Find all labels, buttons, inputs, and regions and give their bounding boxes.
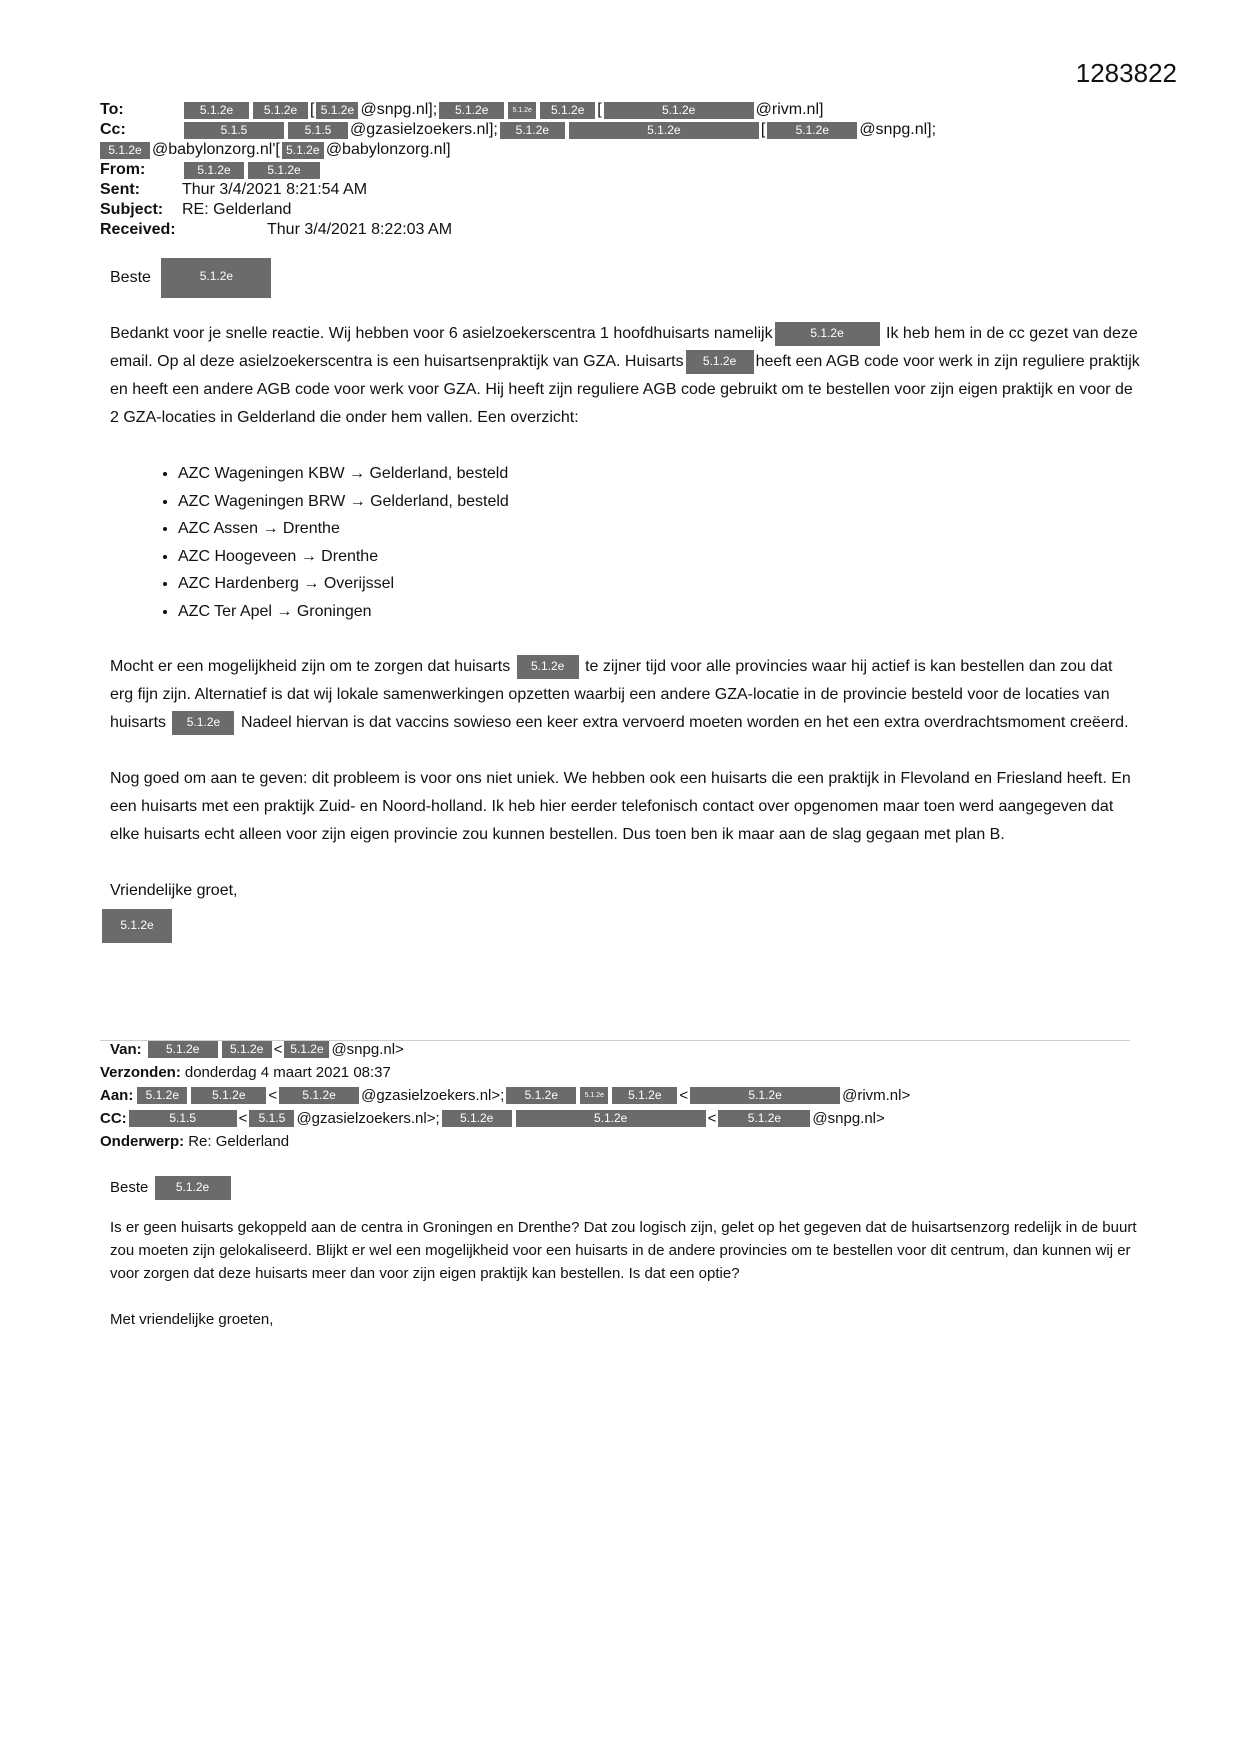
redaction: 5.1.2e — [506, 1087, 576, 1104]
document-number: 1283822 — [1075, 58, 1177, 88]
cc2-text: < — [707, 1110, 717, 1127]
subject-label: Subject: — [100, 201, 164, 218]
aan-text: @gzasielzoekers.nl>; — [361, 1087, 505, 1104]
redaction: 5.1.2e — [222, 1041, 272, 1058]
to-text: [ — [310, 101, 315, 118]
redaction: 5.1.2e — [442, 1110, 512, 1127]
p1-text: Bedankt voor je snelle reactie. Wij hebben voor 6 asielzoekerscentra 1 hoofdhuisarts namelijk — [110, 325, 773, 342]
to-text: [ — [597, 101, 602, 118]
redaction: 5.1.2e — [100, 142, 150, 159]
list-item: • AZC Assen → Drenthe — [178, 515, 1140, 543]
redaction: 5.1.2e — [690, 1087, 840, 1104]
cc-row — [100, 120, 1160, 140]
p2-text: Mocht er een mogelijkheid zijn om te zorgen dat huisarts — [110, 658, 511, 675]
email1-header — [100, 100, 1160, 240]
email2-header — [100, 1038, 1160, 1153]
paragraph-4: Is er geen huisarts gekoppeld aan de centra in Groningen en Drenthe? Dat zou logisch zijn, gelet op het gegeven dat de huisartsenzorg redelijk in de buurt zou moeten zijn gelokaliseerd. Blijkt er wel een mogelijkheid voor een huisarts in de andere provincies om te bestellen voor dit centrum, dan kunnen wij er voor zorgen dat deze huisarts meer dan voor zijn eigen praktijk kan bestellen. Is dat een optie? — [110, 1219, 1137, 1283]
from-label: From: — [100, 161, 146, 178]
redaction: 5.1.2e — [604, 102, 754, 119]
cc2-label: CC: — [100, 1110, 127, 1127]
van-text: < — [273, 1041, 283, 1058]
redaction: 5.1.2e — [184, 162, 244, 179]
list-item: • AZC Hardenberg → Overijssel — [178, 570, 1140, 598]
redaction: 5.1.2e — [248, 162, 320, 179]
redaction: 5.1.2e — [540, 102, 595, 119]
redaction: 5.1.2e — [172, 711, 234, 735]
list-item: • AZC Wageningen KBW → Gelderland, besteld — [178, 460, 1140, 488]
to-text: @snpg.nl]; — [360, 101, 438, 118]
redaction: 5.1.2e — [316, 102, 358, 119]
redaction: 5.1.2e — [155, 1176, 231, 1200]
redaction: 5.1.2e — [569, 122, 759, 139]
redaction: 5.1.5 — [249, 1110, 294, 1127]
list-item: • AZC Ter Apel → Groningen — [178, 598, 1140, 626]
received-value: Thur 3/4/2021 8:22:03 AM — [267, 221, 453, 238]
subject-row — [100, 200, 1160, 220]
van-text: @snpg.nl> — [331, 1041, 404, 1058]
cc2-text: @gzasielzoekers.nl>; — [296, 1110, 440, 1127]
redaction: 5.1.2e — [500, 122, 565, 139]
onderwerp-value: Re: Gelderland — [188, 1133, 290, 1150]
redaction: 5.1.2e — [517, 655, 579, 679]
van-label: Van: — [110, 1041, 142, 1058]
p1-text: Ik heb hem in de cc gezet van deze email. Op al deze asielzoekerscentra is een huisartsenpraktijk van GZA. Huisarts — [110, 325, 1138, 370]
redaction: 5.1.2e — [612, 1087, 677, 1104]
greeting-2 — [110, 1176, 1140, 1200]
redaction: 5.1.2e — [279, 1087, 359, 1104]
p1-text: heeft een AGB code voor werk in zijn reguliere praktijk en heeft een andere AGB code voor werk voor GZA. Hij heeft zijn reguliere AGB code gebruikt om te bestellen voor zijn eigen praktijk en voor de 2 GZA-locaties in Gelderland die onder hem vallen. Een overzicht: — [110, 353, 1140, 426]
redaction: 5.1.2e — [148, 1041, 218, 1058]
location-overview-list — [110, 460, 1140, 625]
verzonden-row — [100, 1061, 1160, 1084]
redaction: 5.1.2e — [439, 102, 504, 119]
redaction: 5.1.2e — [253, 102, 308, 119]
sent-row — [100, 180, 1160, 200]
to-row — [100, 100, 1160, 120]
redaction: 5.1.2e — [137, 1087, 187, 1104]
cc-row-2 — [100, 140, 1160, 160]
redaction: 5.1.2e — [508, 102, 536, 119]
sent-label: Sent: — [100, 181, 140, 198]
redaction: 5.1.2e — [580, 1087, 608, 1104]
paragraph-2 — [110, 653, 1140, 737]
cc2-row — [100, 1107, 1160, 1130]
redaction: 5.1.2e — [516, 1110, 706, 1127]
aan-text: < — [679, 1087, 689, 1104]
onderwerp-label: Onderwerp: — [100, 1133, 185, 1150]
paragraph-3: Nog goed om aan te geven: dit probleem is voor ons niet uniek. We hebben ook een huisarts die een praktijk in Flevoland en Friesland heeft. En een huisarts met een praktijk Zuid- en Noord-holland. Ik heb hier eerder telefonisch contact over opgenomen maar toen werd aangegeven dat elke huisarts echt alleen voor zijn eigen provincie zou kunnen bestellen. Dus toen ben ik maar aan de slag gegaan met plan B. — [110, 770, 1131, 843]
p2-text: Nadeel hiervan is dat vaccins sowieso een keer extra vervoerd moeten worden en het een extra overdrachtsmoment creëerd. — [240, 714, 1129, 731]
aan-row — [100, 1084, 1160, 1107]
redaction: 5.1.2e — [767, 122, 857, 139]
closing-2: Met vriendelijke groeten, — [110, 1311, 274, 1329]
cc-text: @snpg.nl]; — [859, 121, 937, 138]
subject-value: RE: Gelderland — [182, 201, 292, 218]
email2-body — [110, 1176, 1140, 1354]
list-item: • AZC Wageningen BRW → Gelderland, besteld — [178, 488, 1140, 516]
closing: Vriendelijke groet, — [110, 882, 238, 899]
aan-text: @rivm.nl> — [842, 1087, 911, 1104]
email1-body — [110, 258, 1140, 943]
paragraph-1 — [110, 320, 1140, 432]
redaction: 5.1.5 — [184, 122, 284, 139]
greeting-text: Beste — [110, 269, 151, 287]
redaction: 5.1.2e — [191, 1087, 266, 1104]
received-label: Received: — [100, 221, 176, 238]
to-text: @rivm.nl] — [755, 101, 824, 118]
redaction: 5.1.5 — [288, 122, 348, 139]
redaction: 5.1.2e — [161, 258, 271, 298]
cc-text: [ — [760, 121, 766, 138]
redaction: 5.1.2e — [775, 322, 880, 346]
redaction: 5.1.2e — [284, 1041, 329, 1058]
aan-text: < — [268, 1087, 278, 1104]
redaction: 5.1.2e — [718, 1110, 810, 1127]
onderwerp-row — [100, 1130, 1160, 1153]
cc2-text: @snpg.nl> — [812, 1110, 885, 1127]
redaction: 5.1.2e — [686, 350, 754, 374]
from-row — [100, 160, 1160, 180]
cc-label: Cc: — [100, 121, 126, 138]
verzonden-value: donderdag 4 maart 2021 08:37 — [184, 1064, 391, 1081]
cc2-text: < — [238, 1110, 248, 1127]
cc-text: @babylonzorg.nl'[ — [152, 141, 280, 158]
redaction: 5.1.5 — [129, 1110, 237, 1127]
p2-text: te zijner tijd voor alle provincies waar hij actief is kan bestellen dan zou dat erg fijn zijn. Alternatief is dat wij lokale samenwerkingen opzetten waarbij een andere GZA-locatie in de provincie besteld voor de locaties van huisarts — [110, 658, 1113, 731]
redaction: 5.1.2e — [184, 102, 249, 119]
redaction: 5.1.2e — [102, 909, 172, 943]
list-item: • AZC Hoogeveen → Drenthe — [178, 543, 1140, 571]
van-row — [100, 1038, 1160, 1061]
received-row — [100, 220, 1160, 240]
aan-label: Aan: — [100, 1087, 134, 1104]
cc-text: @babylonzorg.nl] — [325, 141, 451, 158]
sent-value: Thur 3/4/2021 8:21:54 AM — [182, 181, 368, 198]
signature — [110, 909, 1140, 943]
to-label: To: — [100, 101, 124, 118]
redaction: 5.1.2e — [282, 142, 324, 159]
verzonden-label: Verzonden: — [100, 1064, 181, 1081]
greeting — [110, 258, 1140, 298]
cc-text: @gzasielzoekers.nl]; — [350, 121, 498, 138]
greeting-text: Beste — [110, 1179, 149, 1196]
